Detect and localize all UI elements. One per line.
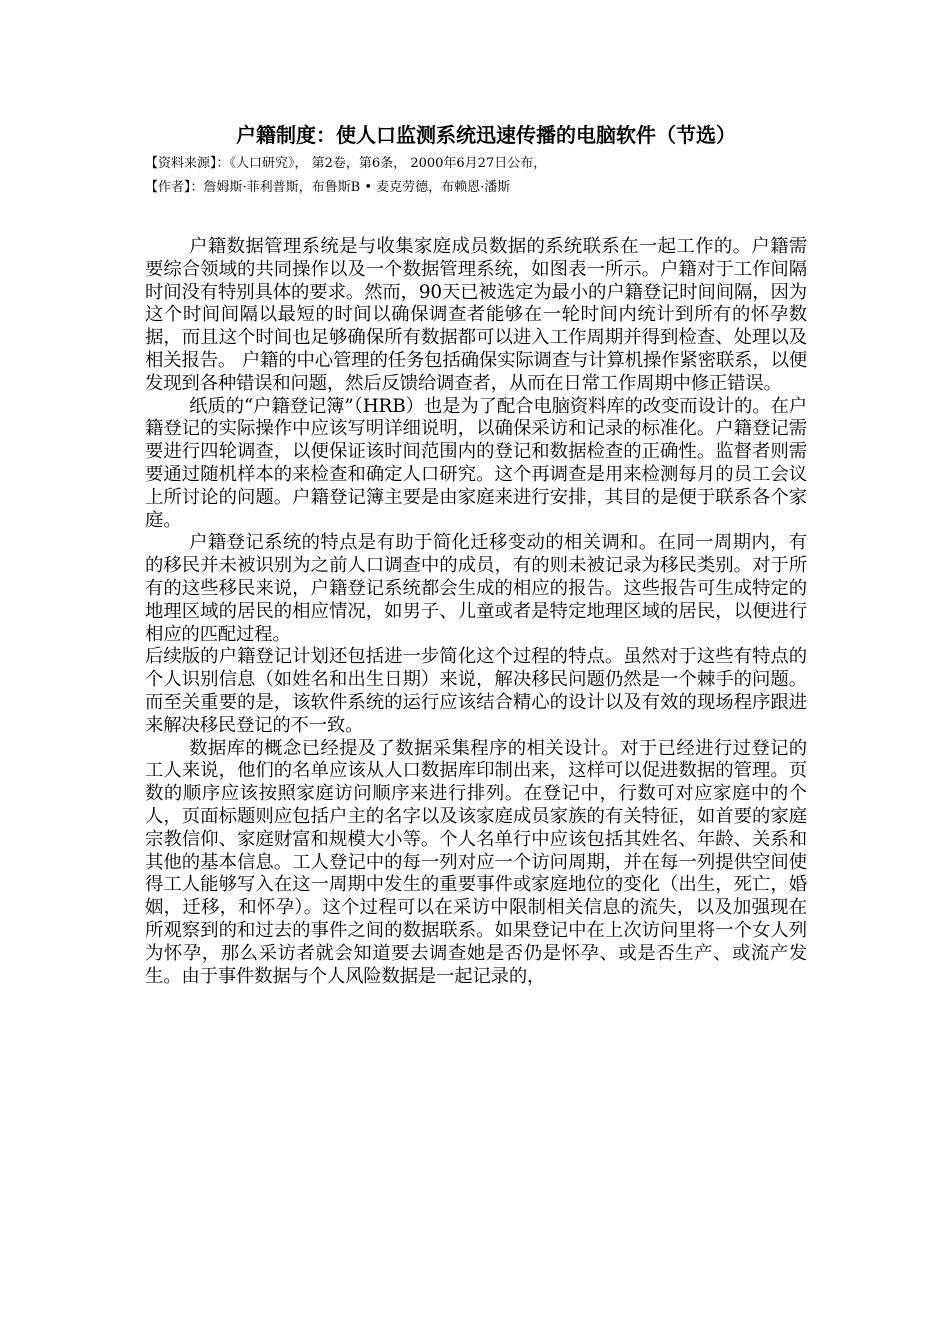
document-page <box>145 118 807 988</box>
author-line <box>145 176 807 200</box>
paragraph-5: 数据库的概念已经提及了数据采集程序的相关设计。对于已经进行过登记的工人来说，他们的名单应该从人口数据库印制出来，这样可以促进数据的管理。页数的顺序应该按照家庭访问顺序来进行排列。在登记中，行数可对应家庭中的个人，页面标题则应包括户主的名字以及该家庭成员家族的有关特征，如首要的家庭宗教信仰、家庭财富和规模大小等。个人名单行中应该包括其姓名、年龄、关系和其他的基本信息。工人登记中的每一列对应一个访问周期，并在每一列提供空间使得工人能够写入在这一周期中发生的重要事件或家庭地位的变化（出生，死亡，婚姻，迁移，和怀孕）。这个过程可以在采访中限制相关信息的流失，以及加强现在所观察到的和过去的事件之间的数据联系。如果登记中在上次访问里将一个女人列为怀孕，那么采访者就会知道要去调查她是否仍是怀孕、或是否生产、或流产发生。由于事件数据与个人风险数据是一起记录的， <box>145 737 807 987</box>
source-line <box>145 152 807 176</box>
author-label: 【作者】： <box>145 180 204 195</box>
source-label: 【资料来源】： <box>145 156 230 171</box>
paragraph-4: 后续版的户籍登记计划还包括进一步简化这个过程的特点。虽然对于这些有特点的个人识别信息（如姓名和出生日期）来说，解决移民问题仍然是一个棘手的问题。而至关重要的是，该软件系统的运行应该结合精心的设计以及有效的现场程序跟进来解决移民登记的不一致。 <box>145 646 807 736</box>
author-value: 詹姆斯·菲利普斯，布鲁斯B • 麦克劳德，布赖恩·潘斯 <box>203 180 511 195</box>
spacer <box>145 200 807 236</box>
paragraph-2: 纸质的“户籍登记簿”（HRB）也是为了配合电脑资料库的改变而设计的。在户籍登记的实际操作中应该写明详细说明，以确保采访和记录的标准化。户籍登记需要进行四轮调查，以便保证该时间范围内的登记和数据检查的正确性。监督者则需要通过随机样本的来检查和确定人口研究。这个再调查是用来检测每月的员工会议上所讨论的问题。户籍登记簿主要是由家庭来进行安排，其目的是便于联系各个家庭。 <box>145 395 807 531</box>
source-value: 《人口研究》， 第2卷，第6条， 2000年6月27日公布， <box>229 156 547 171</box>
paragraph-3: 户籍登记系统的特点是有助于简化迁移变动的相关调和。在同一周期内，有的移民并未被识别为之前人口调查中的成员，有的则未被记录为移民类别。对于所有的这些移民来说，户籍登记系统都会生成的相应的报告。这些报告可生成特定的地理区域的居民的相应情况，如男子、儿童或者是特定地理区域的居民，以便进行相应的匹配过程。 <box>145 532 807 645</box>
document-title: 户籍制度：使人口监测系统迅速传播的电脑软件（节选） <box>236 123 736 147</box>
paragraph-1: 户籍数据管理系统是与收集家庭成员数据的系统联系在一起工作的。户籍需要综合领域的共同操作以及一个数据管理系统，如图表一所示。户籍对于工作间隔时间没有特别具体的要求。然而，90天已被选定为最小的户籍登记时间间隔，因为这个时间间隔以最短的时间以确保调查者能够在一轮时间内统计到所有的怀孕数据，而且这个时间也足够确保所有数据都可以进入工作周期并得到检查、处理以及相关报告。 户籍的中心管理的任务包括确保实际调查与计算机操作紧密联系，以便发现到各种错误和问题，然后反馈给调查者，从而在日常工作周期中修正错误。 <box>145 236 807 394</box>
article-body <box>145 236 807 988</box>
